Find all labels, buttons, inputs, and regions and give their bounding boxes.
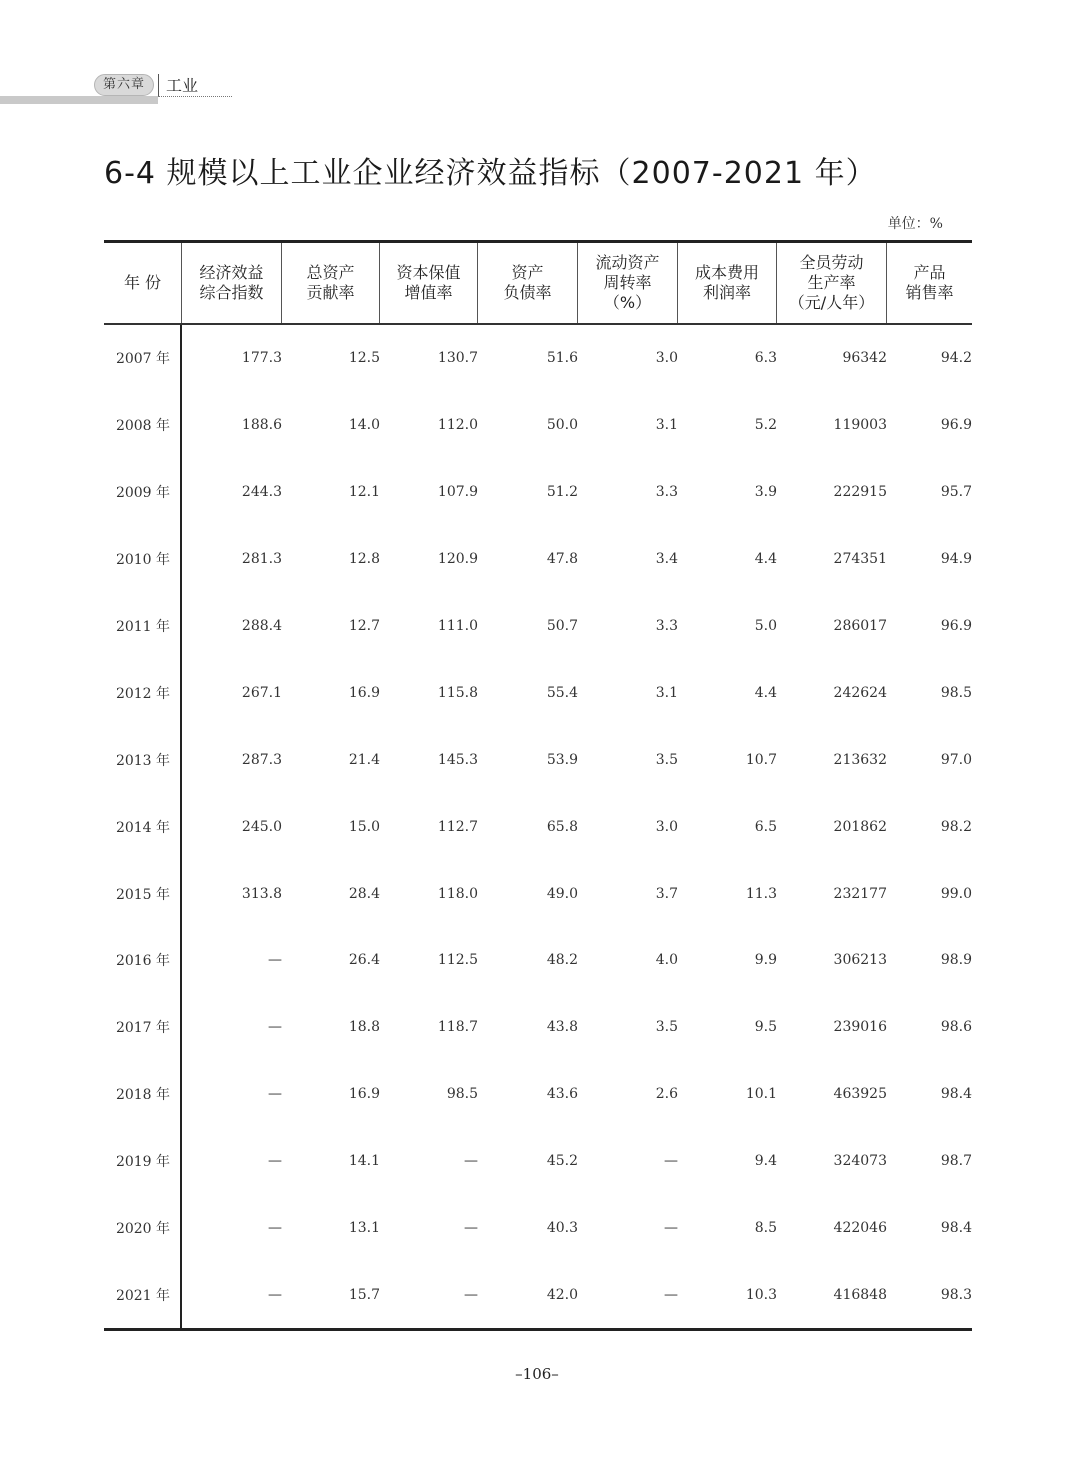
table-cell: 416848 [833, 1286, 887, 1303]
chapter-separator [158, 74, 159, 96]
table-cell: 6.5 [754, 818, 777, 835]
table-cell: 244.3 [241, 484, 282, 501]
table-cell: 94.9 [940, 551, 972, 568]
table-cell: 96.9 [940, 618, 972, 634]
table-cell: 47.8 [546, 551, 578, 568]
table-cell: 112.7 [437, 818, 478, 835]
table-cell: 55.4 [546, 684, 578, 701]
table-cell: 242624 [833, 684, 887, 701]
table-cell: 48.2 [546, 952, 578, 969]
table-cell: 95.7 [940, 484, 972, 501]
table-cell: 98.4 [940, 1220, 972, 1237]
table-cell: 232177 [833, 885, 887, 902]
table-row [104, 994, 972, 1061]
table-cell: 145.3 [437, 751, 478, 768]
column-header-debt-ratio: 资产 负债率 [478, 243, 578, 323]
table-row [104, 1128, 972, 1195]
table-cell: 288.4 [241, 618, 282, 634]
table-cell: 3.9 [754, 484, 777, 501]
table-cell: 3.0 [655, 350, 678, 367]
table-cell: 201862 [833, 818, 887, 835]
table-cell: 43.6 [546, 1086, 578, 1103]
row-year-cell: 2014 年 [115, 819, 171, 836]
table-row [104, 659, 972, 726]
table-cell: 98.7 [940, 1153, 972, 1170]
table-cell: 5.0 [754, 618, 777, 634]
table-cell: 115.8 [437, 684, 478, 701]
table-cell: 111.0 [437, 618, 478, 634]
table-cell: 10.7 [745, 751, 777, 768]
column-header-labor-productivity: 全员劳动 生产率 （元/人年） [777, 243, 887, 323]
table-cell: 98.6 [940, 1019, 972, 1036]
table-cell: 9.9 [754, 952, 777, 969]
table-cell: — [268, 1286, 282, 1303]
table-cell: 3.4 [655, 551, 678, 568]
table-cell: 97.0 [940, 751, 972, 768]
table-cell: 6.3 [754, 350, 777, 367]
row-year-cell: 2007 年 [115, 351, 171, 368]
table-row [104, 726, 972, 793]
table-cell: — [268, 1220, 282, 1237]
row-year-cell: 2021 年 [115, 1287, 171, 1304]
table-cell: 98.9 [940, 952, 972, 969]
table-cell: 98.5 [940, 684, 972, 701]
table-row [104, 526, 972, 593]
table-cell: 107.9 [437, 484, 478, 501]
table-cell: 42.0 [546, 1286, 578, 1303]
table-cell: — [464, 1286, 478, 1303]
table-cell: 245.0 [241, 818, 282, 835]
unit-note: 单位：% [887, 216, 943, 232]
table-cell: 213632 [833, 751, 887, 768]
table-cell: — [268, 1019, 282, 1036]
table-header [104, 243, 972, 325]
table-cell: 98.4 [940, 1086, 972, 1103]
table-cell: 3.3 [655, 484, 678, 501]
page-title: 6-4 规模以上工业企业经济效益指标（2007-2021 年） [104, 156, 877, 191]
table-cell: 50.0 [546, 417, 578, 434]
page-number: –106– [515, 1365, 559, 1383]
table-cell: — [664, 1286, 678, 1303]
table-row [104, 927, 972, 994]
table-cell: 43.8 [546, 1019, 578, 1036]
column-header-cost-profit-ratio: 成本费用 利润率 [678, 243, 777, 323]
table-cell: 112.0 [437, 417, 478, 434]
table-cell: 16.9 [348, 1086, 380, 1103]
chapter-dotted-rule [158, 96, 232, 97]
table-cell: — [268, 1153, 282, 1170]
table-cell: 10.3 [745, 1286, 777, 1303]
table-cell: 98.5 [446, 1086, 478, 1103]
table-cell: 281.3 [241, 551, 282, 568]
table-cell: 18.8 [348, 1019, 380, 1036]
table-cell: 49.0 [546, 885, 578, 902]
table-cell: 51.2 [546, 484, 578, 501]
row-year-cell: 2013 年 [115, 752, 171, 769]
table-cell: 118.7 [437, 1019, 478, 1036]
table-cell: 3.5 [655, 1019, 678, 1036]
table-cell: 3.3 [655, 618, 678, 634]
table-cell: 4.4 [754, 551, 777, 568]
table-cell: 112.5 [437, 952, 478, 969]
table-cell: 120.9 [437, 551, 478, 568]
row-year-cell: 2017 年 [115, 1020, 171, 1037]
column-header-year: 年 份 [104, 243, 182, 323]
table-cell: 324073 [833, 1153, 887, 1170]
table-cell: 12.5 [348, 350, 380, 367]
table-row [104, 1261, 972, 1328]
table-cell: — [268, 1086, 282, 1103]
column-header-sales-ratio: 产品 销售率 [905, 263, 954, 302]
row-year-cell: 2015 年 [115, 886, 171, 903]
table-cell: 13.1 [348, 1220, 380, 1237]
table-cell: — [464, 1220, 478, 1237]
table-cell: 14.1 [348, 1153, 380, 1170]
table-cell: 96.9 [940, 417, 972, 434]
table-cell: 5.2 [754, 417, 777, 434]
column-header-asset-contribution: 总资产 贡献率 [282, 243, 380, 323]
table-row [104, 793, 972, 860]
table-cell: 3.7 [655, 885, 678, 902]
table-body [104, 325, 972, 1328]
table-cell: 65.8 [546, 818, 578, 835]
table-cell: 26.4 [348, 952, 380, 969]
row-year-cell: 2008 年 [115, 418, 171, 435]
table-cell: 50.7 [546, 618, 578, 634]
table-row [104, 593, 972, 660]
chapter-badge: 第六章 [94, 74, 154, 96]
table-cell: 53.9 [546, 751, 578, 768]
table-cell: 2.6 [655, 1086, 678, 1103]
table-cell: 96342 [842, 350, 887, 367]
table-cell: 40.3 [546, 1220, 578, 1237]
year-column-divider [180, 325, 182, 1328]
table-row [104, 860, 972, 927]
table-cell: 422046 [833, 1220, 887, 1237]
table-cell: 3.5 [655, 751, 678, 768]
table-cell: 4.0 [655, 952, 678, 969]
table-cell: 12.7 [348, 618, 380, 634]
row-year-cell: 2016 年 [115, 953, 171, 970]
table-cell: 10.1 [745, 1086, 777, 1103]
table-cell: 188.6 [241, 417, 282, 434]
data-table [104, 240, 972, 1331]
table-cell: 286017 [833, 618, 887, 634]
table-row [104, 459, 972, 526]
row-year-cell: 2010 年 [115, 552, 171, 569]
table-cell: — [664, 1220, 678, 1237]
table-cell: 130.7 [437, 350, 478, 367]
table-row [104, 392, 972, 459]
table-row [104, 325, 972, 392]
table-cell: 14.0 [348, 417, 380, 434]
table-cell: 463925 [833, 1086, 887, 1103]
table-cell: 222915 [833, 484, 887, 501]
row-year-cell: 2011 年 [115, 619, 171, 635]
table-cell: 16.9 [348, 684, 380, 701]
table-cell: 94.2 [940, 350, 972, 367]
table-cell: 98.3 [940, 1286, 972, 1303]
row-year-cell: 2012 年 [115, 685, 171, 702]
table-cell: 118.0 [437, 885, 478, 902]
table-cell: 306213 [833, 952, 887, 969]
table-cell: 45.2 [546, 1153, 578, 1170]
table-cell: — [464, 1153, 478, 1170]
table-cell: 98.2 [940, 818, 972, 835]
chapter-title: 工业 [166, 76, 199, 95]
table-cell: — [268, 952, 282, 969]
row-year-cell: 2019 年 [115, 1154, 171, 1171]
table-cell: 287.3 [241, 751, 282, 768]
table-row [104, 1195, 972, 1262]
table-cell: 15.0 [348, 818, 380, 835]
table-cell: 99.0 [940, 885, 972, 902]
table-cell: 119003 [833, 417, 887, 434]
table-cell: 3.1 [655, 417, 678, 434]
table-cell: 313.8 [241, 885, 282, 902]
table-cell: 3.1 [655, 684, 678, 701]
table-cell: 239016 [833, 1019, 887, 1036]
table-cell: 51.6 [546, 350, 578, 367]
table-cell: 15.7 [348, 1286, 380, 1303]
table-cell: 11.3 [745, 885, 777, 902]
table-cell: 28.4 [348, 885, 380, 902]
table-cell: 9.4 [754, 1153, 777, 1170]
column-header-composite-index: 经济效益 综合指数 [182, 243, 282, 323]
table-row [104, 1061, 972, 1128]
table-cell: 267.1 [241, 684, 282, 701]
row-year-cell: 2020 年 [115, 1221, 171, 1238]
table-cell: 12.1 [348, 484, 380, 501]
column-header-current-asset-turnover: 流动资产 周转率 （%） [578, 243, 678, 323]
table-cell: — [664, 1153, 678, 1170]
table-cell: 4.4 [754, 684, 777, 701]
table-cell: 274351 [833, 551, 887, 568]
table-cell: 8.5 [754, 1220, 777, 1237]
table-cell: 3.0 [655, 818, 678, 835]
table-cell: 21.4 [348, 751, 380, 768]
table-cell: 12.8 [348, 551, 380, 568]
chapter-bar [0, 96, 158, 104]
table-cell: 177.3 [241, 350, 282, 367]
row-year-cell: 2018 年 [115, 1087, 171, 1104]
column-header-capital-preservation: 资本保值 增值率 [380, 243, 478, 323]
table-cell: 9.5 [754, 1019, 777, 1036]
row-year-cell: 2009 年 [115, 485, 171, 502]
